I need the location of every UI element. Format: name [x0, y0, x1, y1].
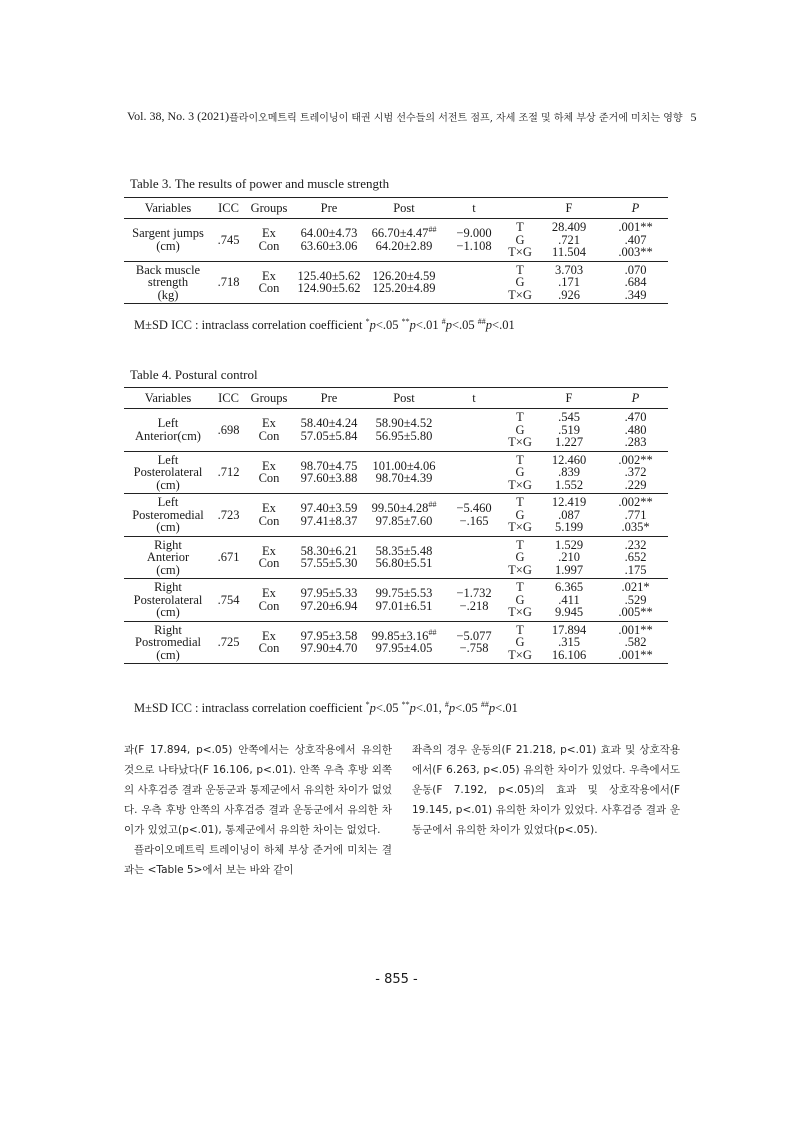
pre-value: 97.95±5.33: [300, 586, 358, 601]
p-value: .372: [624, 465, 647, 479]
p-value: .001**: [618, 622, 653, 637]
post-entry: [365, 430, 443, 443]
table4-caption: Table 4. Postural control: [130, 367, 258, 382]
t-value: [443, 270, 505, 283]
pre-value-cell: [293, 451, 365, 494]
table4-header: [124, 388, 668, 409]
group: Con: [258, 238, 280, 253]
variable: strength: [147, 275, 189, 289]
icc: .745: [212, 219, 245, 262]
effect: T: [516, 452, 524, 467]
p-value: .001**: [618, 220, 653, 234]
group-cell: [245, 494, 293, 537]
pre-value: 97.41±8.37: [300, 513, 358, 528]
post-entry: [365, 282, 443, 295]
group-cell: [245, 451, 293, 494]
column-header: Groups: [245, 198, 293, 219]
post-value-cell: [365, 579, 443, 622]
variable: (cm): [156, 520, 180, 534]
post-value: 58.90±4.52: [375, 416, 433, 431]
f-value-cell: [535, 536, 603, 579]
p-value: .175: [624, 562, 647, 577]
effect: G: [515, 635, 525, 649]
running-header: [127, 109, 697, 125]
group: Ex: [262, 543, 276, 558]
f-value: .519: [558, 422, 580, 437]
t-value: [443, 282, 505, 295]
variable: Posteromedial: [132, 507, 204, 522]
pre-value: 58.30±6.21: [300, 543, 358, 558]
p-value: .349: [624, 287, 647, 302]
post-value-cell: [365, 621, 443, 664]
page-number: 5: [690, 110, 697, 124]
p-value: .229: [624, 477, 647, 492]
variable-cell: [124, 579, 212, 622]
t-value: [443, 417, 505, 430]
column-header: t: [443, 198, 505, 219]
f-value: 9.945: [554, 605, 584, 619]
f-value: 6.365: [554, 580, 584, 594]
t-value-cell: [443, 621, 505, 664]
post-value-cell: [365, 409, 443, 452]
variable: (cm): [156, 477, 180, 492]
group: Con: [258, 513, 280, 528]
p-value-cell: [603, 409, 668, 452]
body-right-column: [412, 740, 680, 840]
effect: T×G: [508, 562, 532, 577]
post-value-cell: [365, 451, 443, 494]
f-value: .315: [558, 635, 580, 649]
group: Con: [258, 556, 280, 571]
effect-cell: [505, 451, 535, 494]
post-entry: [365, 600, 443, 613]
column-header: Pre: [293, 198, 365, 219]
post-value: 101.00±4.06: [372, 458, 436, 473]
body-paragraph: 과(F 17.894, p<.05) 안쪽에서는 상호작용에서 유의한 것으로 나타났다(F 16.106, p<.01). 안쪽 우측 후방 외쪽의 사후검증 결과 운동군과 통제군에서 유의한 차이가 없었다. 우측 후방 안쪽의 사후검증 결과 운동군에서 유의한 차이가 있었고(p<.01), 통제군에서 유의한 차이는 없었다.: [124, 744, 392, 836]
icc: .725: [212, 621, 245, 664]
variable: Anterior: [146, 550, 190, 564]
variable: Sargent jumps: [132, 226, 204, 241]
table4: [124, 387, 668, 664]
post-value: 99.50±4.28: [371, 501, 429, 516]
group: Con: [258, 471, 280, 486]
p-value: .002**: [618, 452, 653, 467]
group-cell: [245, 579, 293, 622]
t-value: [443, 545, 505, 558]
pre-value: 58.40±4.24: [300, 416, 358, 431]
f-value: 5.199: [554, 520, 584, 534]
post-value: 99.85±3.16: [371, 628, 429, 643]
f-value: 3.703: [554, 262, 584, 277]
effect-cell: [505, 536, 535, 579]
post-value: 66.70±4.47: [371, 226, 429, 241]
effect: T×G: [508, 287, 532, 302]
variable: Right: [154, 537, 182, 552]
running-title: [229, 109, 696, 125]
group: Ex: [262, 501, 276, 516]
p-value-cell: [603, 536, 668, 579]
p-value: .070: [624, 262, 647, 277]
variable: (cm): [156, 647, 180, 662]
p-value: .035*: [621, 520, 650, 534]
column-header: ICC: [212, 198, 245, 219]
p-value: .582: [624, 635, 647, 649]
variable: Posterolateral: [133, 592, 203, 607]
significance-mark: ##: [428, 627, 437, 637]
f-value-cell: [535, 409, 603, 452]
icc: .712: [212, 451, 245, 494]
f-value-cell: [535, 261, 603, 304]
pre-value: 64.00±4.73: [300, 226, 358, 241]
post-value: 97.85±7.60: [375, 513, 433, 528]
t-value: [443, 460, 505, 473]
effect: T×G: [508, 520, 532, 534]
pre-value-cell: [293, 536, 365, 579]
body-left-column: [124, 740, 392, 880]
post-value-cell: [365, 261, 443, 304]
t-value: −.165: [459, 513, 489, 528]
icc: .754: [212, 579, 245, 622]
group: Ex: [262, 416, 276, 431]
pre-value-cell: [293, 579, 365, 622]
column-header: [505, 388, 535, 409]
icc: .718: [212, 261, 245, 304]
f-value: .545: [558, 410, 580, 424]
variable: (cm): [156, 605, 180, 619]
table3-caption: Table 3. The results of power and muscle strength: [130, 176, 390, 191]
p-value-cell: [603, 261, 668, 304]
t-value: −1.108: [456, 238, 492, 253]
p-value: .003**: [618, 245, 653, 259]
post-value: 97.95±4.05: [375, 641, 433, 656]
post-value: 98.70±4.39: [375, 471, 433, 486]
variable-cell: [124, 536, 212, 579]
effect: G: [515, 422, 525, 437]
body-paragraph: 좌측의 경우 운동의(F 21.218, p<.01) 효과 및 상호작용에서(F 6.263, p<.05) 유의한 차이가 있었다. 우측에서도 운동(F 7.192, p<.05)의 효과 및 상호작용에서(F 19.145, p<.01) 유의한 차이가 있었다. 사후검증 결과 운동군에서 유의한 차이가 있었다(p<.05).: [412, 744, 680, 836]
f-value: 1.552: [554, 477, 584, 492]
post-value: 56.80±5.51: [375, 556, 433, 571]
t-value-cell: [443, 261, 505, 304]
pre-value-cell: [293, 261, 365, 304]
pre-value: 97.95±3.58: [300, 628, 358, 643]
variable: Anterior(cm): [135, 428, 201, 443]
column-header: ICC: [212, 388, 245, 409]
effect-cell: [505, 261, 535, 304]
p-value: .771: [624, 507, 647, 522]
f-value: .171: [558, 275, 580, 289]
pre-value: 98.70±4.75: [300, 458, 358, 473]
post-value: 64.20±2.89: [375, 238, 433, 253]
variable-cell: [124, 409, 212, 452]
group: Ex: [262, 458, 276, 473]
table-row: [124, 219, 668, 262]
p-value: .470: [624, 410, 647, 424]
p-value: .002**: [618, 495, 653, 509]
column-header: F: [535, 388, 603, 409]
f-value-cell: [535, 451, 603, 494]
f-value: .926: [558, 287, 580, 302]
post-entry: [365, 557, 443, 570]
body-paragraph: 플라이오메트릭 트레이닝이 하체 부상 준거에 미치는 결과는 <Table 5>에서 보는 바와 같이: [124, 844, 392, 876]
journal-volume: Vol. 38, No. 3 (2021): [127, 109, 230, 123]
t-value-cell: [443, 219, 505, 262]
table3-note: M±SD ICC : intraclass correlation coefficient *p<.05 **p<.01 #p<.05 ##p<.01: [134, 316, 515, 332]
f-value: .721: [558, 232, 580, 247]
p-value: .407: [624, 232, 647, 247]
group-cell: [245, 621, 293, 664]
effect: T×G: [508, 605, 532, 619]
significance-mark: ##: [428, 225, 437, 235]
pre-value: 97.20±6.94: [300, 598, 358, 613]
t-value-cell: [443, 494, 505, 537]
group: Con: [258, 641, 280, 656]
variable: Back muscle: [135, 262, 201, 277]
footer-page-number: - 855 -: [375, 972, 418, 987]
column-header: F: [535, 198, 603, 219]
group: Con: [258, 428, 280, 443]
significance-mark: ##: [428, 500, 437, 510]
column-header: [505, 198, 535, 219]
group: Ex: [262, 586, 276, 601]
t-value-cell: [443, 579, 505, 622]
table3-header: [124, 198, 668, 219]
t-value-cell: [443, 536, 505, 579]
f-value: 1.529: [554, 537, 584, 552]
pre-value-cell: [293, 494, 365, 537]
pre-value: 63.60±3.06: [300, 238, 358, 253]
f-value-cell: [535, 621, 603, 664]
variable: Right: [154, 580, 182, 594]
post-entry: [365, 515, 443, 528]
post-value: 99.75±5.53: [375, 586, 433, 601]
t-value: −5.077: [456, 628, 492, 643]
variable-cell: [124, 621, 212, 664]
effect-cell: [505, 579, 535, 622]
column-header: P: [603, 198, 668, 219]
icc: .698: [212, 409, 245, 452]
p-value: .652: [624, 550, 647, 564]
t-value: [443, 472, 505, 485]
pre-value-cell: [293, 409, 365, 452]
table-row: [124, 261, 668, 304]
column-header: Variables: [124, 388, 212, 409]
p-value: .684: [624, 275, 647, 289]
p-value: .232: [624, 537, 647, 552]
group: Con: [258, 281, 280, 296]
effect: T: [516, 580, 524, 594]
table-row: [124, 451, 668, 494]
f-value: 1.997: [554, 562, 584, 577]
pre-value-cell: [293, 219, 365, 262]
pre-value: 97.90±4.70: [300, 641, 358, 656]
post-value: 58.35±5.48: [375, 543, 433, 558]
post-entry: [365, 642, 443, 655]
column-header: Post: [365, 198, 443, 219]
article-title: 플라이오메트릭 트레이닝이 태권 시범 선수들의 서전트 점프, 자세 조절 및 하체 부상 준거에 미치는 영향: [229, 113, 683, 124]
variable: (cm): [156, 562, 180, 577]
post-value-cell: [365, 219, 443, 262]
f-value: 17.894: [551, 622, 587, 637]
t-value-cell: [443, 409, 505, 452]
post-value: 97.01±6.51: [375, 598, 433, 613]
effect-cell: [505, 621, 535, 664]
table-row: [124, 536, 668, 579]
p-value-cell: [603, 219, 668, 262]
group: Ex: [262, 226, 276, 241]
variable-cell: [124, 219, 212, 262]
effect: T×G: [508, 477, 532, 492]
variable: Postromedial: [135, 635, 201, 649]
f-value-cell: [535, 579, 603, 622]
post-entry: [365, 240, 443, 253]
column-header: Pre: [293, 388, 365, 409]
variable: Posterolateral: [133, 465, 203, 479]
f-value: 28.409: [551, 220, 587, 234]
f-value: .210: [558, 550, 580, 564]
effect-cell: [505, 494, 535, 537]
effect: T: [516, 262, 524, 277]
variable: Right: [154, 622, 182, 637]
column-header: t: [443, 388, 505, 409]
post-value: 125.20±4.89: [372, 281, 436, 296]
t-value: −9.000: [456, 226, 492, 241]
pre-value: 57.55±5.30: [300, 556, 358, 571]
t-value: [443, 557, 505, 570]
p-value-cell: [603, 451, 668, 494]
column-header: Variables: [124, 198, 212, 219]
post-entry: [365, 472, 443, 485]
group: Ex: [262, 628, 276, 643]
column-header: Groups: [245, 388, 293, 409]
t-value: −.758: [459, 641, 489, 656]
f-value: .411: [558, 592, 580, 607]
p-value-cell: [603, 621, 668, 664]
variable: (kg): [157, 287, 179, 302]
t-value: −5.460: [456, 501, 492, 516]
effect: G: [515, 592, 525, 607]
column-header: P: [603, 388, 668, 409]
effect: G: [515, 550, 525, 564]
f-value-cell: [535, 494, 603, 537]
table4-note: M±SD ICC : intraclass correlation coefficient *p<.05 **p<.01, #p<.05 ##p<.01: [134, 699, 518, 715]
f-value: .839: [558, 465, 580, 479]
pre-value: 97.60±3.88: [300, 471, 358, 486]
variable: Left: [157, 452, 179, 467]
f-value: 12.460: [551, 452, 587, 467]
effect: T×G: [508, 435, 532, 449]
variable: (cm): [156, 238, 180, 253]
p-value: .021*: [621, 580, 650, 594]
t-value-cell: [443, 451, 505, 494]
icc: .671: [212, 536, 245, 579]
effect: T: [516, 220, 524, 234]
effect: G: [515, 465, 525, 479]
post-value: 126.20±4.59: [372, 268, 436, 283]
effect: G: [515, 275, 525, 289]
pre-value: 97.40±3.59: [300, 501, 358, 516]
f-value-cell: [535, 219, 603, 262]
t-value: −1.732: [456, 586, 492, 601]
pre-value: 124.90±5.62: [297, 281, 361, 296]
variable-cell: [124, 494, 212, 537]
p-value: .529: [624, 592, 647, 607]
variable-cell: [124, 261, 212, 304]
group: Con: [258, 598, 280, 613]
p-value-cell: [603, 494, 668, 537]
group-cell: [245, 261, 293, 304]
variable-cell: [124, 451, 212, 494]
pre-value-cell: [293, 621, 365, 664]
column-header: Post: [365, 388, 443, 409]
table-row: [124, 621, 668, 664]
effect: T: [516, 622, 524, 637]
p-value-cell: [603, 579, 668, 622]
table-row: [124, 409, 668, 452]
effect: T: [516, 495, 524, 509]
effect: T×G: [508, 647, 532, 662]
f-value: 11.504: [552, 245, 586, 259]
group-cell: [245, 219, 293, 262]
p-value: .005**: [618, 605, 653, 619]
table-row: [124, 494, 668, 537]
post-value-cell: [365, 536, 443, 579]
p-value: .480: [624, 422, 647, 437]
table-row: [124, 579, 668, 622]
f-value: .087: [558, 507, 580, 522]
pre-value: 125.40±5.62: [297, 268, 361, 283]
p-value: .283: [624, 435, 647, 449]
f-value: 1.227: [554, 435, 584, 449]
post-value-cell: [365, 494, 443, 537]
pre-value: 57.05±5.84: [300, 428, 358, 443]
variable: Left: [157, 495, 179, 509]
group-cell: [245, 409, 293, 452]
variable: Left: [157, 416, 179, 431]
effect: T: [516, 537, 524, 552]
effect: G: [515, 507, 525, 522]
t-value: −.218: [459, 598, 489, 613]
group: Ex: [262, 268, 276, 283]
effect: T: [516, 410, 524, 424]
effect: G: [515, 232, 525, 247]
p-value: .001**: [618, 647, 653, 662]
icc: .723: [212, 494, 245, 537]
effect: T×G: [508, 245, 532, 259]
post-value: 56.95±5.80: [375, 428, 433, 443]
effect-cell: [505, 409, 535, 452]
table3: [124, 197, 668, 304]
group-cell: [245, 536, 293, 579]
f-value: 12.419: [551, 495, 587, 509]
f-value: 16.106: [551, 647, 587, 662]
effect-cell: [505, 219, 535, 262]
t-value: [443, 430, 505, 443]
